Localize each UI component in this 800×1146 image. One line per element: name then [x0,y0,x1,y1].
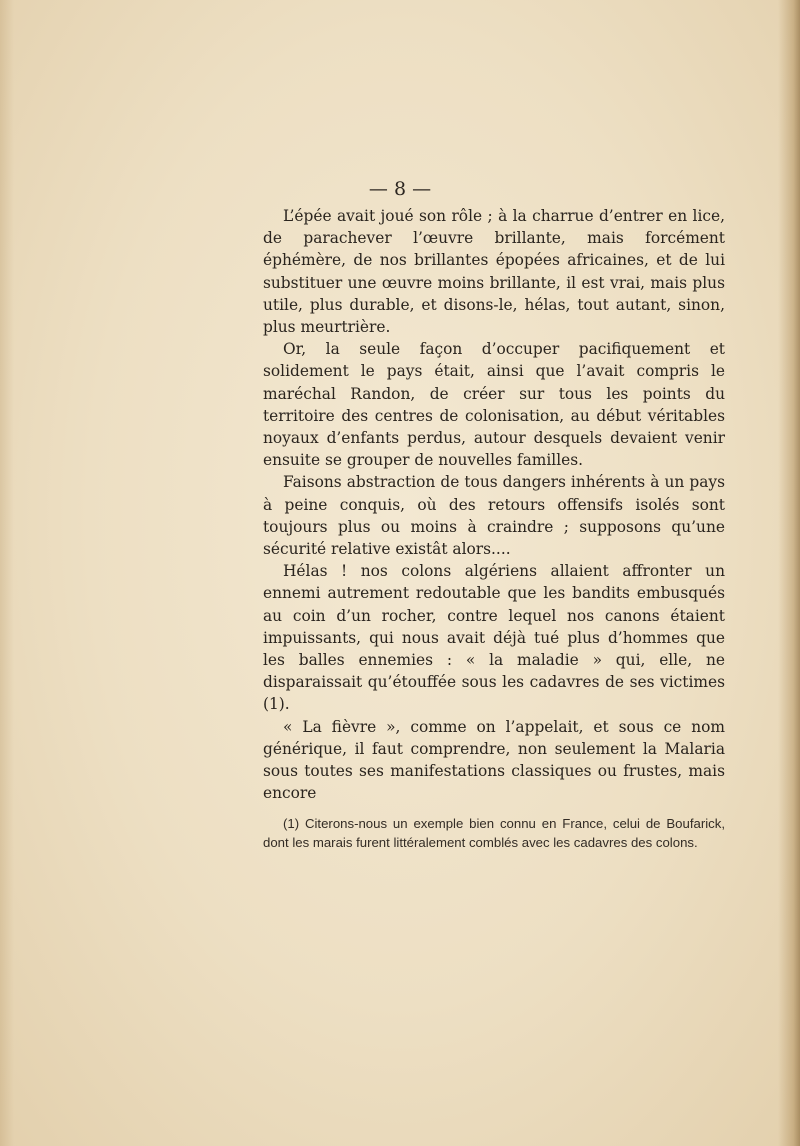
footnote-text: (1) Citerons-nous un exemple bien connu en France, celui de Boufarick, dont les marais furent littéralement comblés avec les cadavres des colons. [263,816,725,850]
paragraph: L’épée avait joué son rôle ; à la charrue d’entrer en lice, de parachever l’œuvre brillante, mais forcément éphémère, de nos brillantes épopées africaines, et de lui substituer une œuvre moins brillante, il est vrai, mais plus utile, plus durable, et disons-le, hélas, tout autant, sinon, plus meurtrière. [263,207,725,337]
paragraph: Or, la seule façon d’occuper pacifiquement et solidement le pays était, ainsi que l’avait compris le maréchal Randon, de créer sur tous les points du territoire des centres de colonisation, au début véritables noyaux d’enfants perdus, autour desquels devaient venir ensuite se grouper de nouvelles familles. [263,340,725,470]
footnote [263,815,725,852]
page-edge-shadow-left [0,0,14,1146]
paragraph: « La fièvre », comme on l’appelait, et sous ce nom générique, il faut comprendre, non seulement la Malaria sous toutes ses manifestations classiques ou frustes, mais encore [263,717,725,803]
page-edge-shadow-right [778,0,800,1146]
page-number: — 8 — [368,178,432,200]
paragraph: Faisons abstraction de tous dangers inhérents à un pays à peine conquis, où des retours offensifs isolés sont toujours plus ou moins à craindre ; supposons qu’une sécurité relative existât alors.... [263,473,725,559]
body-text [263,205,725,804]
paragraph: Hélas ! nos colons algériens allaient affronter un ennemi autrement redoutable que les bandits embusqués au coin d’un rocher, contre lequel nos canons étaient impuissants, qui nous avait déjà tué plus d’hommes que les balles ennemies : « la maladie » qui, elle, ne disparaissait qu’étouffée sous les cadavres de ses victimes (1). [263,562,725,714]
